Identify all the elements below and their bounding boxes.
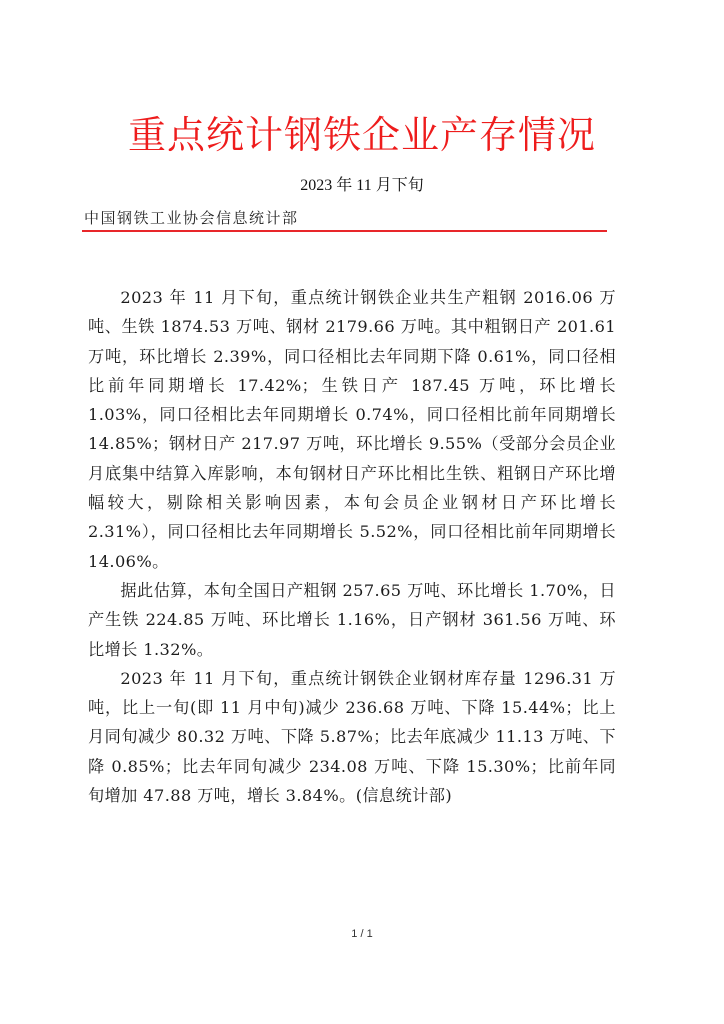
- paragraph-national-estimate: 据此估算，本旬全国日产粗钢 257.65 万吨、环比增长 1.70%，日产生铁 224.85 万吨、环比增长 1.16%，日产钢材 361.56 万吨、环比增长 1.32%。: [88, 580, 616, 659]
- red-divider: [82, 230, 607, 232]
- document-date: 2023 年 11 月下旬: [300, 177, 424, 194]
- paragraph-inventory: 2023 年 11 月下旬，重点统计钢铁企业钢材库存量 1296.31 万吨，比上一旬(即 11 月中旬)减少 236.68 万吨、下降 15.44%；比上月同旬减少 80.32 万吨、下降 5.87%；比去年底减少 11.13 万吨、下降 0.85%；比去年同旬减少 234.08 万吨、下降 15.30%；比前年同旬增加 47.88 万吨，增长 3.84%。(信息统计部): [88, 668, 616, 806]
- paragraph-production: 2023 年 11 月下旬，重点统计钢铁企业共生产粗钢 2016.06 万吨、生铁 1874.53 万吨、钢材 2179.66 万吨。其中粗钢日产 201.61 万吨，环比增长 2.39%，同口径相比去年同期下降 0.61%，同口径相比前年同期增长 17.42%；生铁日产 187.45 万吨，环比增长 1.03%，同口径相比去年同期增长 0.74%，同口径相比前年同期增长 14.85%；钢材日产 217.97 万吨，环比增长 9.55%（受部分会员企业月底集中结算入库影响，本旬钢材日产环比相比生铁、粗钢日产环比增幅较大，剔除相关影响因素，本旬会员企业钢材日产环比增长 2.31%），同口径相比去年同期增长 5.52%，同口径相比前年同期增长 14.06%。: [88, 288, 616, 571]
- document-title: 重点统计钢铁企业产存情况: [127, 113, 596, 157]
- page-indicator: 1 / 1: [351, 928, 373, 940]
- document-body: [88, 283, 616, 810]
- department-name: 中国钢铁工业协会信息统计部: [84, 209, 299, 227]
